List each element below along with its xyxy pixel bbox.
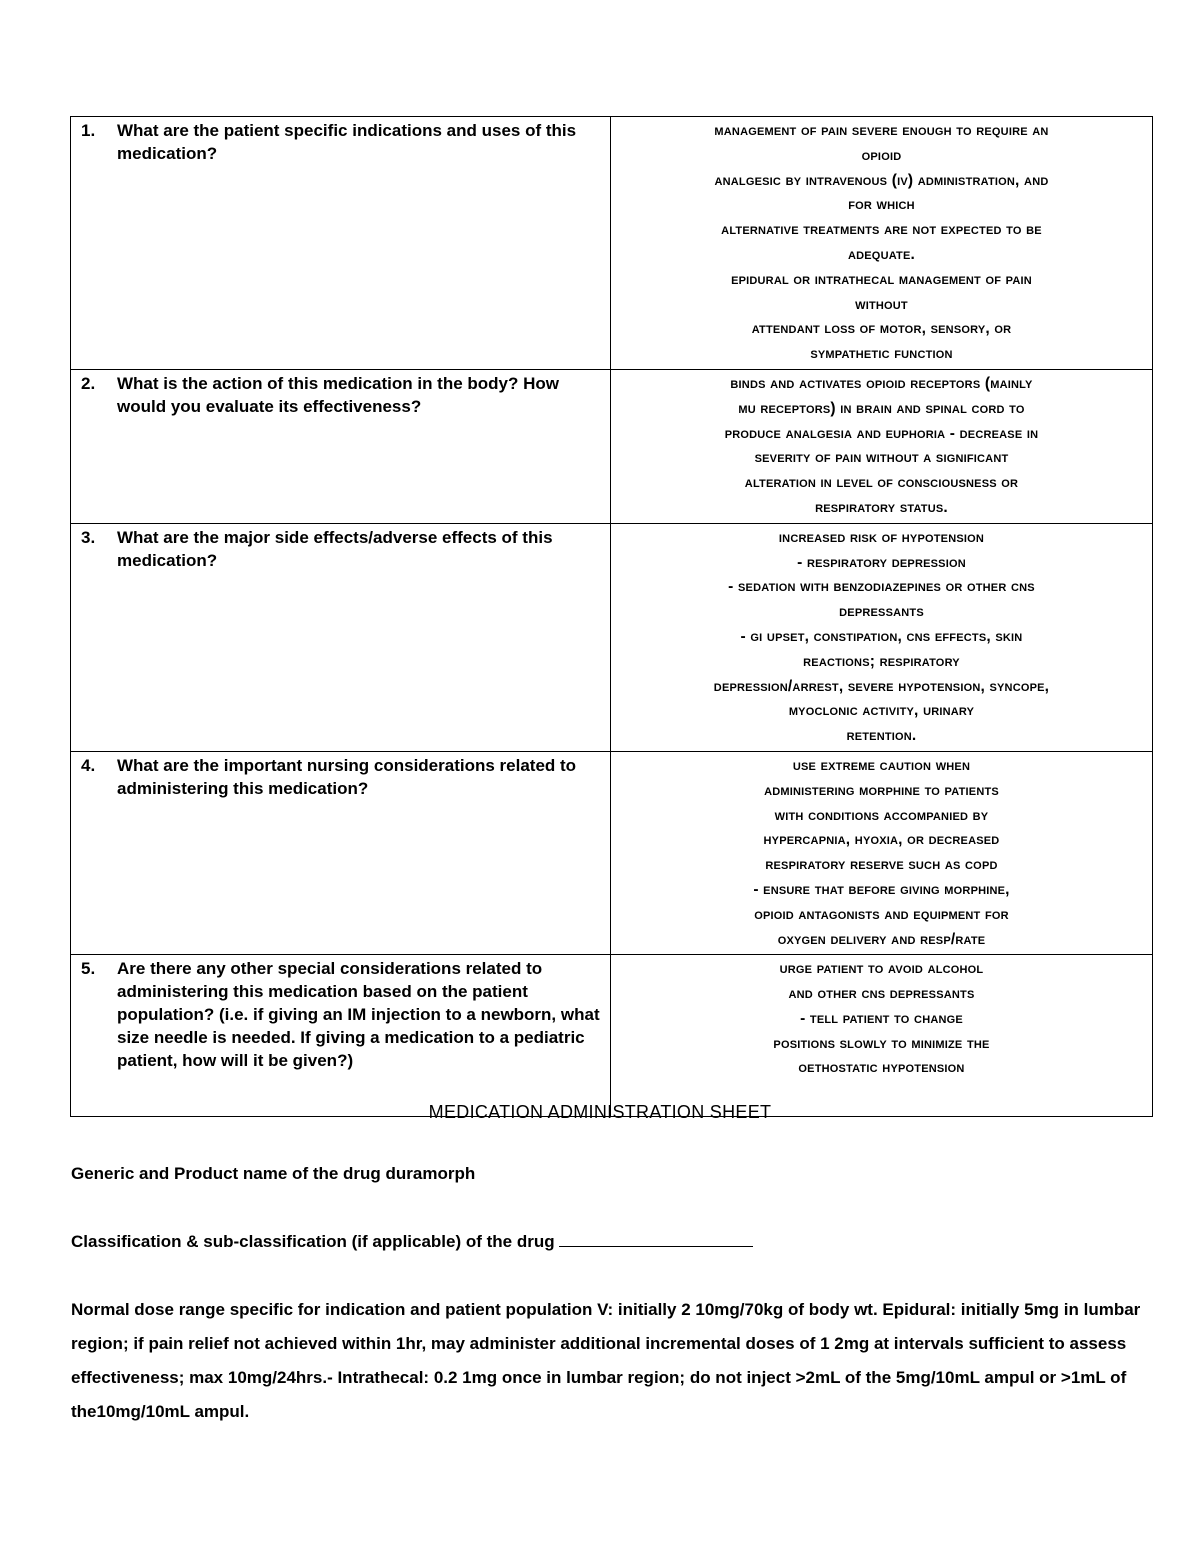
question-cell: [71, 751, 611, 954]
answer-line: use extreme caution when: [792, 756, 971, 774]
question-text: What are the major side effects/adverse effects of this medication?: [117, 527, 553, 570]
medication-questions-table: [70, 116, 1153, 1117]
question-row-3: [71, 523, 1153, 751]
answer-line: attendant loss of motor, sensory, or: [751, 320, 1012, 338]
answer-line: increased risk of hypotension: [778, 528, 985, 546]
answer-line: opioid antagonists and equipment for: [754, 905, 1009, 923]
answer-line: analgesic by intravenous (iv) administration, and: [714, 171, 1049, 189]
question-cell: [71, 117, 611, 370]
question-row-4: [71, 751, 1153, 954]
answer-line: mu receptors) in brain and spinal cord to: [738, 399, 1025, 417]
answer-line: for which: [848, 196, 915, 214]
answer-line: urge patient to avoid alcohol: [779, 960, 984, 978]
generic-name-field: Generic and Product name of the drug duramorph: [71, 1164, 476, 1183]
answer-line: binds and activates opioid receptors (mainly: [730, 374, 1033, 392]
answer-line: opioid: [861, 146, 902, 164]
question-text: Are there any other special considerations related to administering this medication based on the patient population? (i.e. if giving an IM injection to a newborn, what size needle is needed. If giving a medication to a pediatric patient, how will it be given?): [117, 959, 600, 1071]
question-cell: [71, 369, 611, 523]
question-row-1: [71, 117, 1153, 370]
answer-line: produce analgesia and euphoria - decrease in: [724, 424, 1039, 442]
answer-cell: [611, 955, 1153, 1117]
question-number: 5.: [81, 959, 96, 979]
question-number: 4.: [81, 755, 96, 775]
question-cell: [71, 523, 611, 751]
answer-cell: [611, 523, 1153, 751]
question-row-5: [71, 955, 1153, 1117]
answer-line: sympathetic function: [810, 345, 953, 363]
answer-line: administering morphine to patients: [764, 781, 999, 799]
answer-line: oethostatic hypotension: [798, 1059, 965, 1077]
answer-line: - gi upset, constipation, cns effects, skin: [740, 627, 1023, 645]
answer-line: myoclonic activity, urinary: [788, 702, 975, 720]
answer-line: hypercapnia, hyoxia, or decreased: [763, 831, 1000, 849]
answer-line: depression/arrest, severe hypotension, syncope,: [713, 677, 1050, 695]
question-cell: [71, 955, 611, 1117]
question-number: 2.: [81, 373, 96, 393]
answer-line: respiratory status.: [815, 498, 948, 516]
question-text: What are the patient specific indications and uses of this medication?: [117, 121, 577, 163]
answer-cell: [611, 369, 1153, 523]
answer-line: retention.: [846, 727, 917, 745]
answer-cell: [611, 751, 1153, 954]
answer-line: with conditions accompanied by: [774, 806, 989, 824]
answer-line: alternative treatments are not expected to be: [721, 221, 1042, 239]
classification-label: Classification & sub-classification (if applicable) of the drug: [71, 1232, 555, 1251]
answer-line: depressants: [839, 603, 924, 621]
question-text: What is the action of this medication in the body? How would you evaluate its effectiveness?: [117, 373, 560, 416]
answer-line: management of pain severe enough to require an: [714, 122, 1049, 139]
answer-line: - tell patient to change: [800, 1009, 963, 1027]
question-number: 1.: [81, 121, 96, 140]
answer-line: epidural or intrathecal management of pain: [731, 270, 1032, 288]
answer-line: adequate.: [847, 245, 915, 263]
answer-line: - respiratory depression: [797, 553, 966, 571]
dose-range-text: Normal dose range specific for indication and patient population V: initially 2 10mg/70kg of body wt. Epidural: initially 5mg in lumbar region; if pain relief not achieved within 1hr, may administer additional incremental doses of 1 2mg at intervals sufficient to assess effectiveness; max 10mg/24hrs.- Intrathecal: 0.2 1mg once in lumbar region; do not inject >2mL of the 5mg/10mL ampul or >1mL of the10mg/10mL ampul.: [71, 1300, 1141, 1421]
answer-line: severity of pain without a significant: [754, 449, 1009, 467]
answer-line: oxygen delivery and resp/rate: [777, 930, 986, 948]
sheet-title: MEDICATION ADMINISTRATION SHEET: [428, 1102, 772, 1122]
classification-field: [71, 1225, 753, 1259]
classification-blank-line[interactable]: [559, 1226, 753, 1247]
answer-line: - ensure that before giving morphine,: [753, 880, 1010, 898]
question-row-2: [71, 369, 1153, 523]
question-text: What are the important nursing considerations related to administering this medication?: [117, 755, 577, 798]
question-number: 3.: [81, 527, 96, 547]
answer-line: - sedation with benzodiazepines or other cns: [728, 578, 1035, 596]
answer-line: positions slowly to minimize the: [773, 1034, 990, 1052]
answer-line: and other cns depressants: [788, 985, 975, 1003]
answer-line: reactions; respiratory: [803, 652, 960, 670]
answer-cell: [611, 117, 1153, 370]
answer-line: without: [855, 295, 908, 313]
answer-line: respiratory reserve such as copd: [765, 856, 998, 874]
answer-line: alteration in level of consciousness or: [744, 474, 1019, 492]
